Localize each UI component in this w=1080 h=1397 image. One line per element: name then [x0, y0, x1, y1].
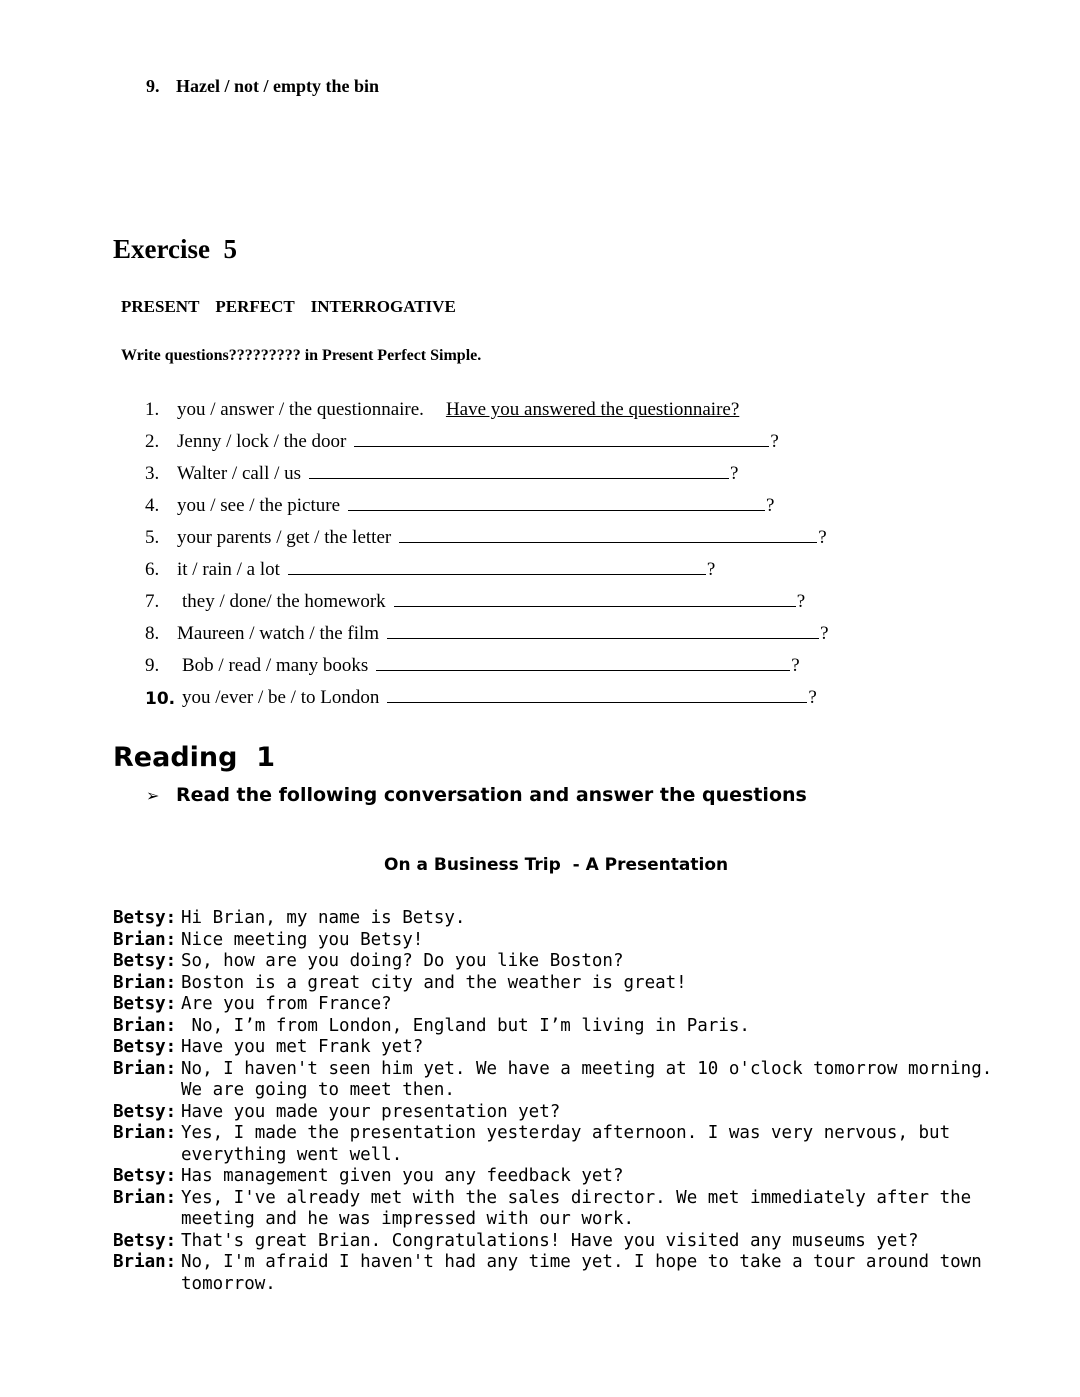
question-row — [145, 647, 800, 677]
question-prompt: it / rain / a lot — [177, 559, 280, 580]
speech: Nice meeting you Betsy! — [181, 929, 424, 950]
dialogue-line — [113, 1231, 1013, 1253]
question-prompt: Maureen / watch / the film — [177, 623, 380, 644]
exercise-subtitle: PRESENT PERFECT INTERROGATIVE — [121, 297, 456, 316]
dialogue-line — [113, 1123, 1013, 1166]
question-prompt: you / answer / the questionnaire. — [177, 399, 424, 420]
speaker: Brian: — [113, 972, 177, 993]
question-row — [145, 583, 805, 613]
dialogue-line — [113, 994, 1013, 1016]
dialogue-line — [113, 930, 1013, 952]
dialogue-line — [113, 951, 1013, 973]
question-mark: ? — [796, 591, 806, 612]
exercise-title: Exercise 5 — [113, 234, 237, 264]
question-number: 4. — [145, 495, 160, 516]
question-number: 9. — [145, 655, 160, 676]
question-prompt: Walter / call / us — [177, 463, 302, 484]
reading-instruction-text: Read the following conversation and answer the questions — [176, 784, 807, 806]
question-row — [145, 679, 817, 709]
conversation — [113, 908, 1013, 1295]
dialogue-line — [113, 1059, 1013, 1102]
speech: Are you from France? — [181, 994, 392, 1014]
answer-blank[interactable] — [387, 637, 819, 639]
answer-blank[interactable] — [376, 669, 790, 671]
question-number: 5. — [145, 527, 160, 548]
question-number: 10. — [145, 689, 176, 709]
exercise-instruction: Write questions????????? in Present Perfect Simple. — [121, 347, 482, 364]
question-mark: ? — [706, 559, 716, 580]
answer-blank[interactable] — [394, 605, 796, 607]
question-mark: ? — [791, 655, 800, 676]
dialogue-line — [113, 973, 1013, 995]
speaker: Betsy: — [113, 1166, 177, 1186]
speaker: Betsy: — [113, 1230, 177, 1251]
speaker: Brian: — [113, 1187, 177, 1208]
speech: Yes, I made the presentation yesterday afternoon. I was very nervous, but everything went well. — [181, 1123, 951, 1165]
reading-instruction — [146, 784, 807, 806]
question-mark: ? — [730, 463, 739, 484]
dialogue-line — [113, 1037, 1013, 1059]
question-prompt: they / done/ the homework — [182, 591, 386, 612]
speaker: Betsy: — [113, 1037, 177, 1057]
speech: Have you met Frank yet? — [181, 1037, 424, 1057]
dialogue-line — [113, 1166, 1013, 1188]
question-row — [145, 551, 715, 581]
speaker: Betsy: — [113, 951, 177, 971]
dialogue-line — [113, 1102, 1013, 1124]
speech: No, I’m from London, England but I’m living in Paris. — [181, 1015, 750, 1036]
question-row — [145, 487, 774, 517]
question-row — [145, 391, 739, 421]
question-number: 2. — [145, 431, 160, 452]
speech: No, I haven't seen him yet. We have a meeting at 10 o'clock tomorrow morning. We are going to meet then. — [181, 1058, 993, 1100]
speech: Has management given you any feedback yet? — [181, 1166, 624, 1186]
speech: So, how are you doing? Do you like Boston? — [181, 951, 624, 971]
question-mark: ? — [808, 687, 817, 708]
speech: Yes, I've already met with the sales director. We met immediately after the meeting and he was impressed with our work. — [181, 1187, 972, 1229]
question-row — [145, 455, 738, 485]
dialogue-line — [113, 908, 1013, 930]
question-row — [145, 423, 779, 453]
speaker: Brian: — [113, 1252, 177, 1272]
question-prompt: your parents / get / the letter — [177, 527, 392, 548]
speaker: Betsy: — [113, 994, 177, 1014]
question-row — [145, 615, 829, 645]
speech: Boston is a great city and the weather is great! — [181, 972, 687, 993]
speaker: Betsy: — [113, 908, 177, 928]
speaker: Brian: — [113, 929, 177, 950]
speaker: Brian: — [113, 1015, 177, 1036]
example-answer: Have you answered the questionnaire? — [445, 399, 740, 420]
question-prompt: Jenny / lock / the door — [177, 431, 347, 452]
dialogue-line — [113, 1188, 1013, 1231]
question-mark: ? — [770, 431, 779, 452]
question-number: 1. — [145, 399, 160, 420]
speech: No, I'm afraid I haven't had any time yet. I hope to take a tour around town tomorrow. — [181, 1252, 982, 1294]
conversation-title: On a Business Trip - A Presentation — [384, 855, 729, 875]
speech: Have you made your presentation yet? — [181, 1101, 561, 1122]
item-prompt: Hazel / not / empty the bin — [176, 76, 379, 96]
speech: Hi Brian, my name is Betsy. — [181, 908, 466, 928]
question-prompt: Bob / read / many books — [182, 655, 369, 676]
question-number: 3. — [145, 463, 160, 484]
item-number: 9. — [146, 76, 160, 96]
dialogue-line — [113, 1016, 1013, 1038]
question-number: 6. — [145, 559, 160, 580]
speaker: Brian: — [113, 1058, 177, 1079]
question-mark: ? — [818, 527, 827, 548]
question-mark: ? — [820, 623, 829, 644]
answer-blank[interactable] — [387, 701, 807, 703]
question-number: 8. — [145, 623, 160, 644]
answer-blank[interactable] — [309, 477, 729, 479]
speaker: Betsy: — [113, 1101, 177, 1122]
arrow-bullet-icon: ➢ — [146, 786, 160, 805]
answer-blank[interactable] — [288, 573, 706, 575]
reading-title: Reading 1 — [113, 742, 276, 773]
question-mark: ? — [766, 495, 775, 516]
question-number: 7. — [145, 591, 160, 612]
answer-blank[interactable] — [354, 445, 769, 447]
question-row — [145, 519, 827, 549]
question-prompt: you / see / the picture — [177, 495, 341, 516]
speaker: Brian: — [113, 1123, 177, 1143]
dialogue-line — [113, 1252, 1013, 1295]
exercise-item-9 — [146, 76, 379, 97]
answer-blank[interactable] — [399, 541, 817, 543]
speech: That's great Brian. Congratulations! Have you visited any museums yet? — [181, 1230, 919, 1251]
question-prompt: you /ever / be / to London — [182, 687, 380, 708]
answer-blank[interactable] — [348, 509, 765, 511]
